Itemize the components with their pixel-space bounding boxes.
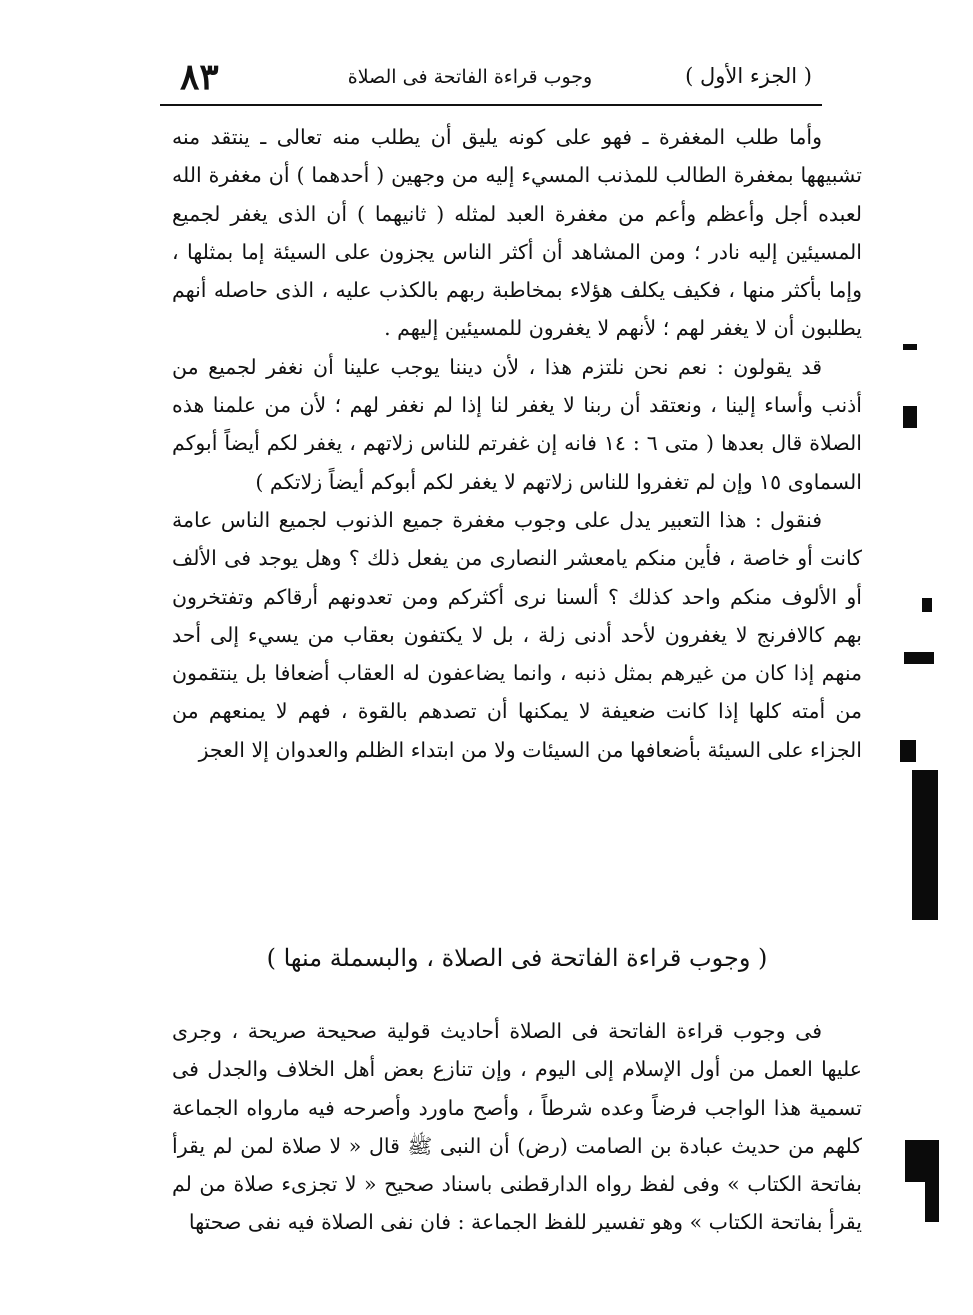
scan-edge-mark bbox=[903, 344, 917, 350]
section-text bbox=[172, 1012, 862, 1242]
part-label: ( الجزء الأول ) bbox=[685, 64, 812, 88]
scan-edge-mark bbox=[922, 598, 932, 612]
paragraph-objection: قد يقولون : نعم نحن نلتزم هذا ، لأن ديننا يوجب علينا أن نغفر لجميع من أذنب وأساء إلينا ، ونعتقد أن ربنا لا يغفر لنا إذا لم نغفر لهم ؛ لأن من علمنا هذه الصلاة قال بعدها ( متى ٦ : ١٤ فانه إن غفرتم للناس زلاتهم ، يغفر لكم أيضاً أبوكم السماوى ١٥ وإن لم تغفروا للناس زلاتهم لا يغفر لكم أبوكم أيضاً زلاتكم ) bbox=[172, 354, 862, 494]
scan-edge-mark bbox=[900, 740, 916, 762]
paragraph-fatiha: فى وجوب قراءة الفاتحة فى الصلاة أحاديث قولية صحيحة صريحة ، وجرى عليها العمل من أول الإسلام إلى اليوم ، وإن تنازع بعض أهل الخلاف والجدل فى تسمية هذا الواجب فرضاً وعده شرطاً ، وأصح ماورد وأصرحه فيه مارواه الجماعة كلهم من حديث عبادة بن الصامت (رض) أن النبى ﷺ قال « لا صلاة لمن لم يقرأ بفاتحة الكتاب » وفى لفظ رواه الدارقطنى باسناد صحيح « لا تجزىء صلاة من لم يقرأ بفاتحة الكتاب » وهو تفسير للفظ الجماعة : فان نفى الصلاة فيه نفى صحتها bbox=[172, 1019, 862, 1235]
scan-edge-mark bbox=[904, 652, 934, 664]
scan-edge-mark bbox=[905, 1140, 939, 1182]
section-heading: ( وجوب قراءة الفاتحة فى الصلاة ، والبسملة منها ) bbox=[266, 944, 768, 972]
header-rule bbox=[160, 104, 822, 106]
scan-edge-mark bbox=[912, 770, 938, 920]
paragraph-forgiveness: وأما طلب المغفرة ـ فهو على كونه يليق أن يطلب منه تعالى ـ ينتقد منه تشبيهها بمغفرة الطالب للمذنب المسيء إليه من وجهين ( أحدهما ) أن مغفرة الله لعبده أجل وأعظم وأعم من مغفرة العبد لمثله ( ثانيهما ) أن الذى يغفر لجميع المسيئين إليه نادر ؛ ومن المشاهد أن أكثر الناس يجزون على السيئة إما بمثلها ، وإما بأكثر منها ، فكيف يكلف هؤلاء بمخاطبة ربهم بالكذب عليه ، الذى حاصله أنهم يطلبون أن لا يغفر لهم ؛ لأنهم لا يغفرون للمسيئين إليهم . bbox=[172, 125, 862, 341]
running-title: وجوب قراءة الفاتحة فى الصلاة bbox=[347, 66, 593, 88]
scan-edge-mark bbox=[925, 1182, 939, 1222]
paragraph-reply: فنقول : هذا التعبير يدل على وجوب مغفرة جميع الذنوب لجميع الناس عامة كانت أو خاصة ، فأين منكم يامعشر النصارى من يفعل ذلك ؟ وهل يوجد فى الألف أو الألوف منكم واحد كذلك ؟ ألسنا نرى أكثركم ومن تعدونهم أرقاكم وتفتخرون بهم كالافرنج لا يغفرون لأحد أدنى زلة ، بل لا يكتفون بعقاب من يسيء إلى أحد منهم إذا كان من غيرهم بمثل ذنبه ، وانما يضاعفون له العقاب أضعافا بل ينتقمون من أمته كلها إذا كانت ضعيفة لا يمكنها أن تصدهم بالقوة ، فهم لا يمنعهم من الجزاء على السيئة بأضعافها من السيئات ولا من ابتداء الظلم والعدوان إلا العجز bbox=[172, 507, 862, 762]
page-header bbox=[160, 52, 812, 102]
page-number: ٨٣ bbox=[180, 56, 219, 98]
scan-edge-mark bbox=[903, 406, 917, 428]
main-text bbox=[172, 118, 862, 769]
